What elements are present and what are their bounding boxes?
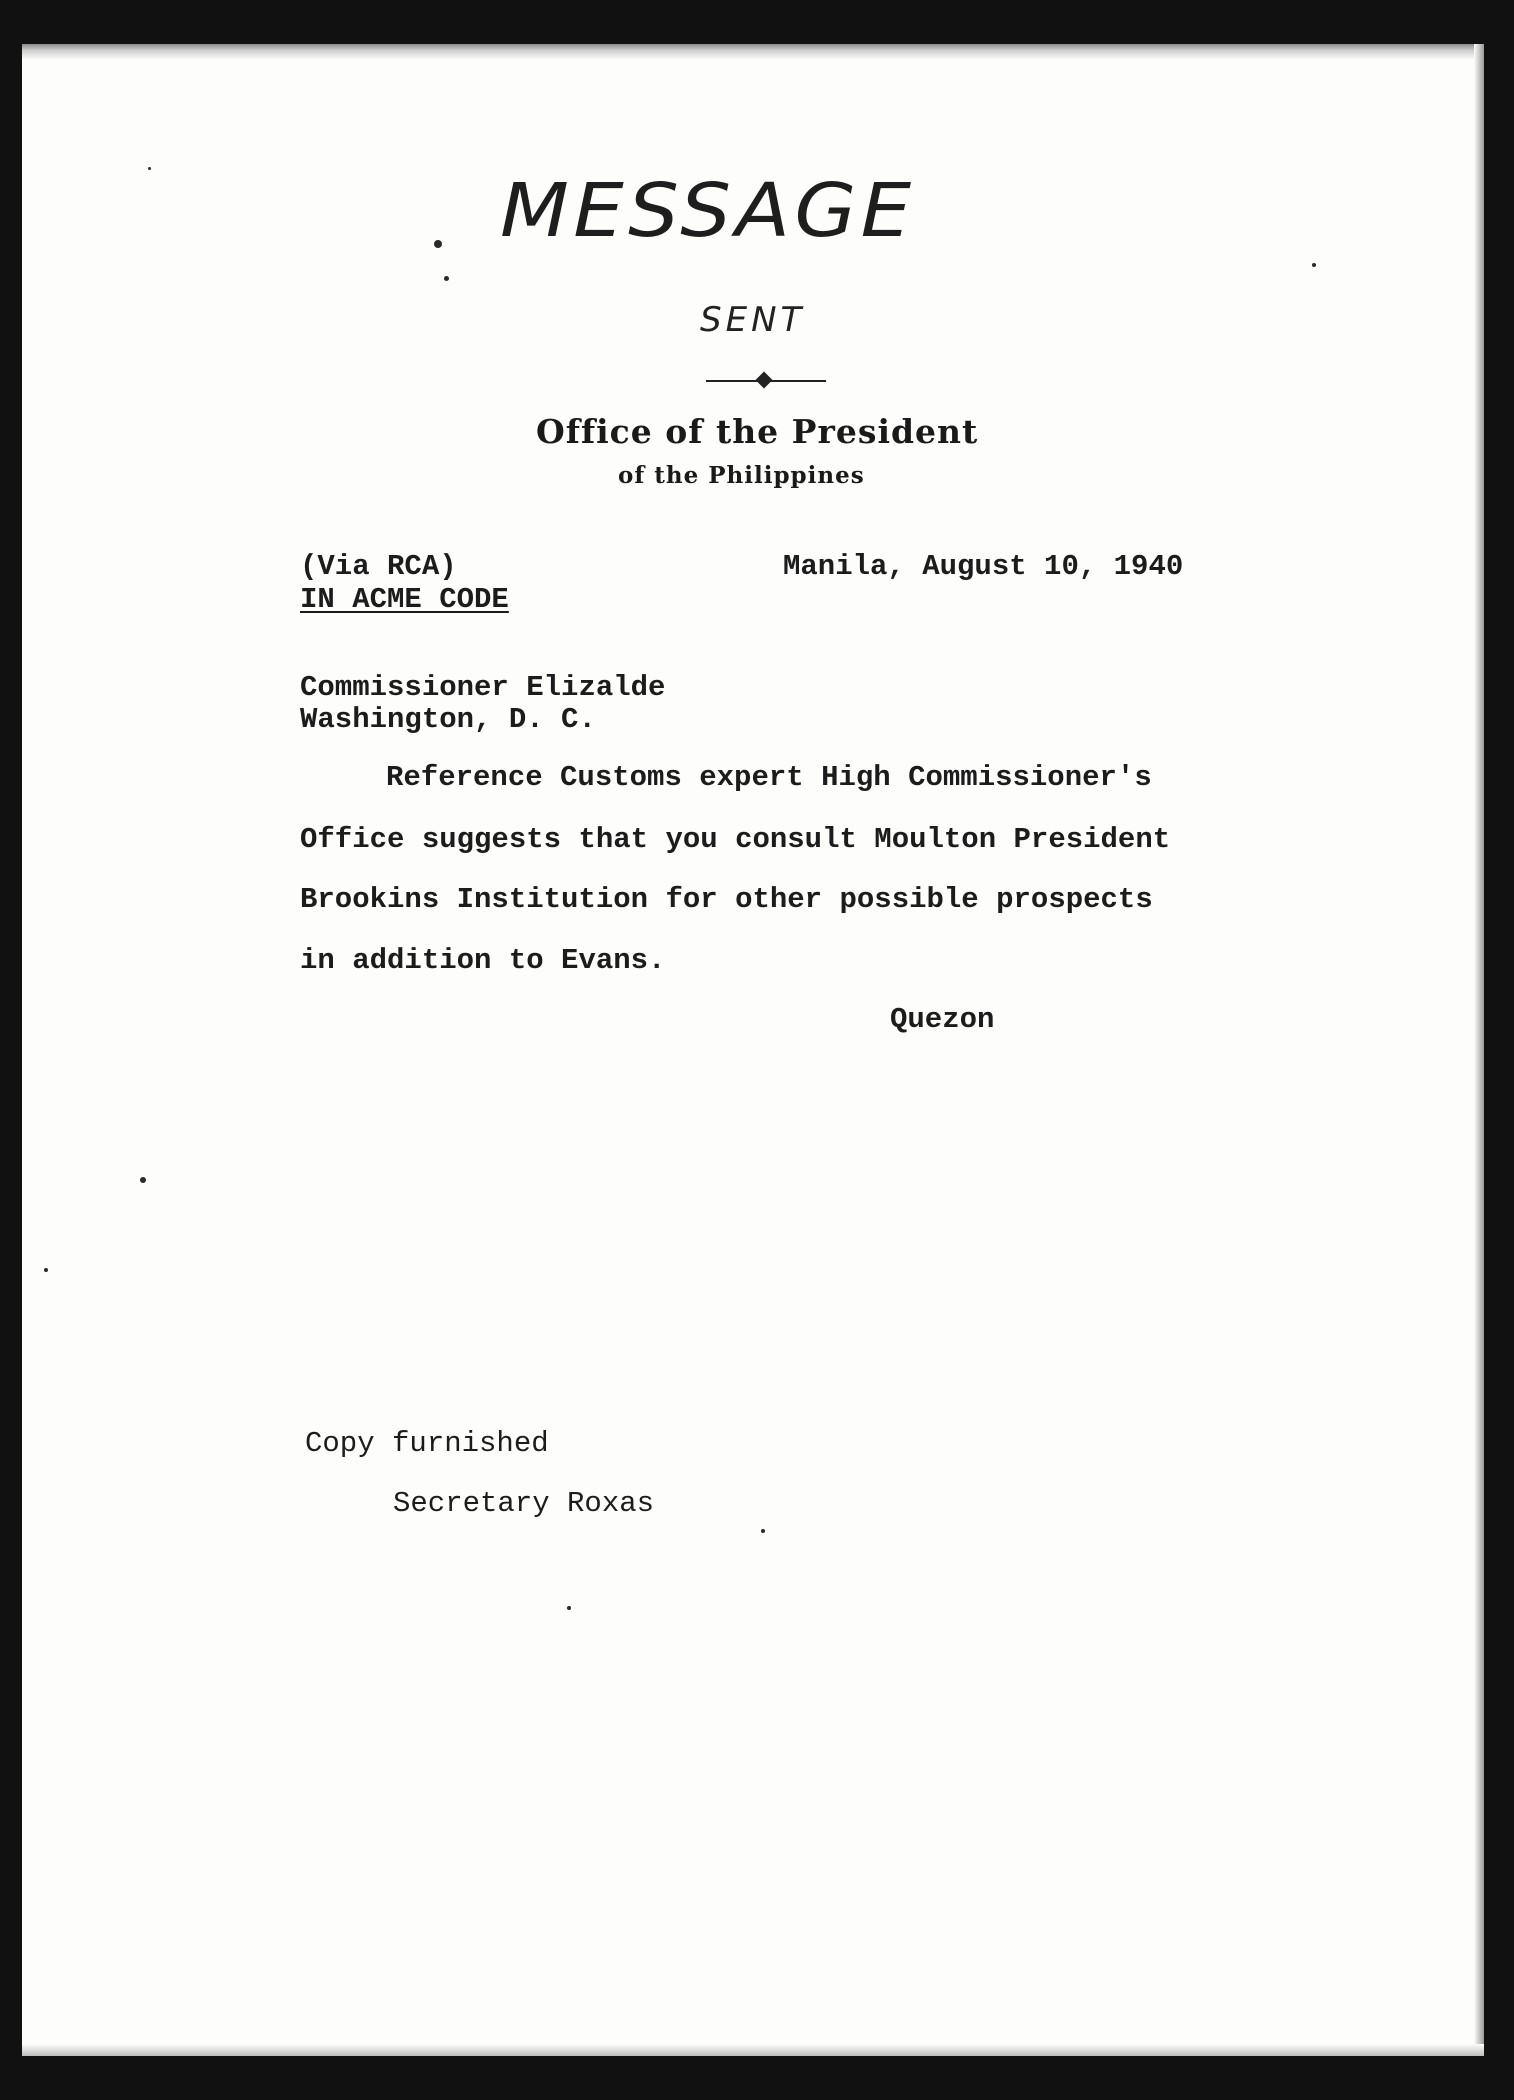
ink-speck xyxy=(1312,263,1316,267)
body-line: in addition to Evans. xyxy=(300,944,666,977)
ink-speck xyxy=(444,276,449,281)
ink-speck xyxy=(140,1177,146,1183)
letterhead-title: MESSAGE xyxy=(500,168,916,254)
place-date: Manila, August 10, 1940 xyxy=(783,550,1184,583)
ink-speck xyxy=(761,1529,765,1533)
page-right-edge xyxy=(1474,44,1484,2056)
page-top-edge xyxy=(22,44,1484,60)
document-page xyxy=(22,44,1484,2056)
ink-speck xyxy=(148,167,151,170)
copy-recipient: Secretary Roxas xyxy=(393,1487,655,1520)
ink-speck xyxy=(44,1268,48,1272)
code-line: IN ACME CODE xyxy=(300,583,509,616)
letterhead-country: of the Philippines xyxy=(618,462,865,489)
addressee-location: Washington, D. C. xyxy=(300,703,596,736)
ink-speck xyxy=(567,1606,571,1610)
body-line: Brookins Institution for other possible prospects xyxy=(300,883,1153,916)
addressee-name: Commissioner Elizalde xyxy=(300,671,666,704)
route-line: (Via RCA) xyxy=(300,550,457,583)
ink-speck xyxy=(434,240,442,248)
body-line: Reference Customs expert High Commissioner's xyxy=(386,761,1152,794)
letterhead-subtitle: SENT xyxy=(700,300,806,340)
letterhead-office: Office of the President xyxy=(536,412,979,451)
signature: Quezon xyxy=(890,1003,995,1036)
body-line: Office suggests that you consult Moulton President xyxy=(300,823,1171,856)
page-bottom-edge xyxy=(22,2044,1484,2056)
copy-label: Copy furnished xyxy=(305,1427,549,1460)
